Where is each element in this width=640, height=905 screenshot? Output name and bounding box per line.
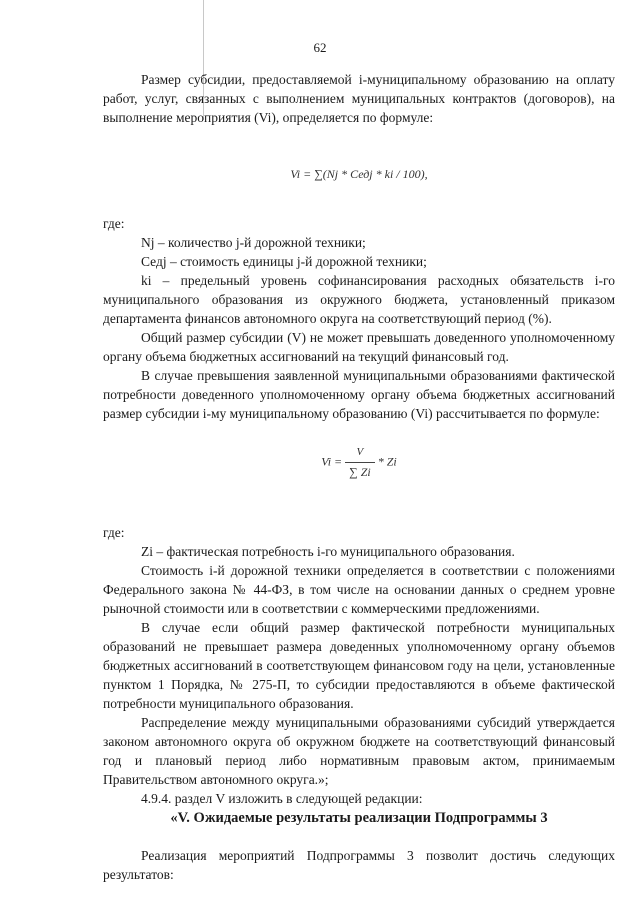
paragraph-section-change: 4.9.4. раздел V изложить в следующей редакции: [141, 791, 423, 806]
definition-n: Nj – количество j-й дорожной техники; [141, 235, 366, 250]
paragraph-distribution: Распределение между муниципальными образованиями субсидий утверждается законом автономного округа об окружном бюджете на соответствующий финансовый год и плановый период либо нормативным правовым актом, принимаемым Правительством автономного округа.»; [103, 715, 615, 787]
formula2-lhs: Vi = [321, 454, 343, 469]
document-body [103, 70, 615, 884]
definition-z: Zi – фактическая потребность i-го муниципального образования. [141, 544, 515, 559]
formula2-numerator: V [345, 443, 375, 463]
definition-k: ki – предельный уровень софинансирования расходных обязательств i-го муниципального образования из окружного бюджета, установленный приказом департамента финансов автономного округа на соответствующий период (%). [103, 273, 615, 326]
paragraph-subsidy-size: Размер субсидии, предоставляемой i-муниципальному образованию на оплату работ, услуг, связанных с выполнением муниципальных контрактов (договоров), на выполнение мероприятия (Vi), определяется по формуле: [103, 72, 615, 125]
paragraph-cost: Стоимость i-й дорожной техники определяется в соответствии с положениями Федерального закона № 44-ФЗ, в том числе на основании данных о среднем уровне рыночной стоимости или в соответствии с коммерческими предложениями. [103, 563, 615, 616]
formula2-fraction [345, 443, 375, 482]
paragraph-actual-need: В случае если общий размер фактической потребности муниципальных образований не превышает размера доведенных уполномоченному органу объемов бюджетных ассигнований в соответствующем финансовом году на цели, установленные пунктом 1 Порядка, № 275-П, то субсидии предоставляются в объеме фактической потребности муниципального образования. [103, 620, 615, 711]
page-number: 62 [313, 40, 327, 55]
formula2-denominator: ∑ Zi [349, 465, 371, 479]
formula-subsidy: Vi = ∑(Nj * Седj * ki / 100), [290, 167, 428, 181]
paragraph-total-limit: Общий размер субсидии (V) не может превышать доведенного уполномоченному органу объема бюджетных ассигнований на текущий финансовый год. [103, 330, 615, 364]
formula-excess [103, 443, 615, 493]
definition-sed: Седj – стоимость единицы j-й дорожной техники; [141, 254, 427, 269]
paragraph-results: Реализация мероприятий Подпрограммы 3 позволит достичь следующих результатов: [103, 848, 615, 882]
where-label-1: где: [103, 216, 125, 231]
paragraph-excess-case: В случае превышения заявленной муниципальными образованиями фактической потребности доведенного уполномоченному органу объема бюджетных ассигнований размер субсидии i-му муниципальному образованию (Vi) рассчитывается по формуле: [103, 368, 615, 421]
where-label-2: где: [103, 525, 125, 540]
section-heading: «V. Ожидаемые результаты реализации Подпрограммы 3 [170, 810, 548, 826]
formula2-rhs: * Zi [377, 454, 397, 469]
